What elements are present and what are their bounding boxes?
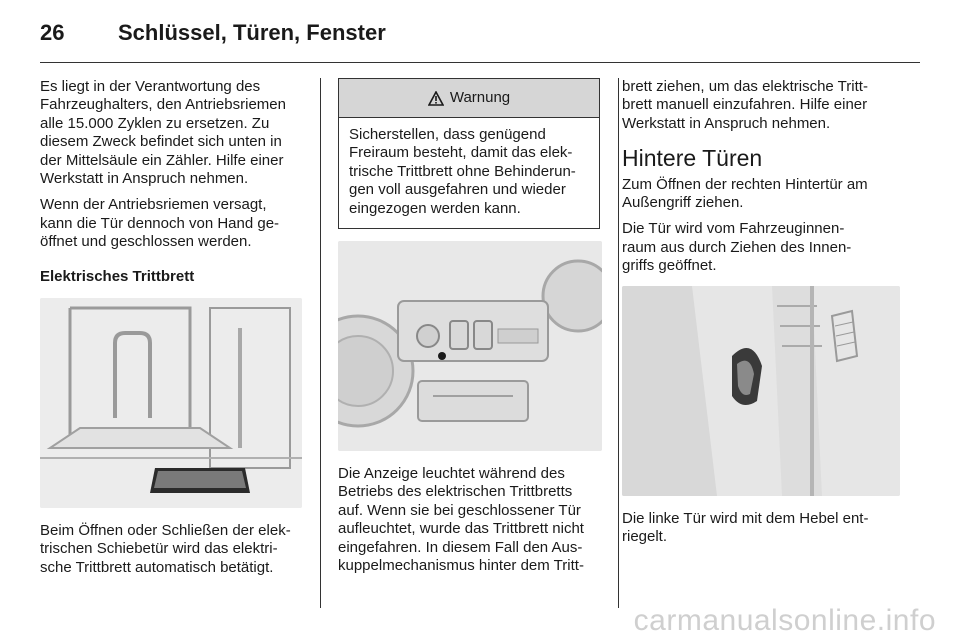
warning-title: Warnung <box>449 88 511 106</box>
warning-icon <box>428 91 444 106</box>
paragraph-manual-retract: brett ziehen, um das elektrische Tritt- brett manuell einzufahren. Hilfe einer Werkstatt in Anspruch nehmen. <box>622 78 868 132</box>
page-title: Schlüssel, Türen, Fenster <box>118 20 386 45</box>
paragraph-open-right-door: Zum Öffnen der rechten Hintertür am Außengriff ziehen. <box>622 175 868 212</box>
column-2 <box>338 78 602 583</box>
illustration-dashboard-indicator <box>338 241 602 451</box>
heading-rear-doors: Hintere Türen <box>622 145 763 172</box>
illustration-rear-door-lever <box>622 286 900 496</box>
paragraph-open-from-inside: Die Tür wird vom Fahrzeuginnen- raum aus durch Ziehen des Innen- griffs geöffnet. <box>622 220 852 275</box>
column-1 <box>40 78 308 585</box>
paragraph-step-operation: Beim Öffnen oder Schließen der elek- trischen Schiebetür wird das elektri- sche Trittbrett automatisch betätigt. <box>40 522 291 576</box>
paragraph-drive-belt: Es liegt in der Verantwortung des Fahrzeughalters, den Antriebsriemen alle 15.000 Zyklen zu ersetzen. Zu diesem Zweck befindet sich unten in der Mittelsäule ein Zähler. Hilfe einer Werkstatt in Anspruch nehmen. <box>40 78 286 188</box>
page-number: 26 <box>40 20 65 45</box>
paragraph-indicator: Die Anzeige leuchtet während des Betriebs des elektrischen Trittbretts auf. Wenn sie bei geschlossener Tür aufleuchtet, wurde das Trittbrett nicht eingefahren. In diesem Fall den Aus- kuppelmechanismus hinter dem Tritt- <box>338 465 584 575</box>
page-header <box>40 20 920 50</box>
warning-text: Sicherstellen, dass genügend Freiraum besteht, damit das elek- trische Trittbrett ohne Behinderun- gen voll ausgefahren und wieder eingezogen werden kann. <box>349 126 576 217</box>
column-3 <box>622 78 904 554</box>
column-divider-1 <box>320 78 321 608</box>
watermark: carmanualsonline.info <box>633 604 936 637</box>
illustration-electric-step <box>40 298 302 508</box>
paragraph-left-door-lever: Die linke Tür wird mit dem Hebel ent- riegelt. <box>622 509 869 546</box>
subheading-electric-step: Elektrisches Trittbrett <box>40 267 195 285</box>
header-rule <box>40 62 920 63</box>
warning-header <box>339 79 599 118</box>
paragraph-belt-failure: Wenn der Antriebsriemen versagt, kann die Tür dennoch von Hand ge- öffnet und geschlossen werden. <box>40 196 280 251</box>
warning-box <box>338 78 600 229</box>
column-divider-2 <box>618 78 619 608</box>
